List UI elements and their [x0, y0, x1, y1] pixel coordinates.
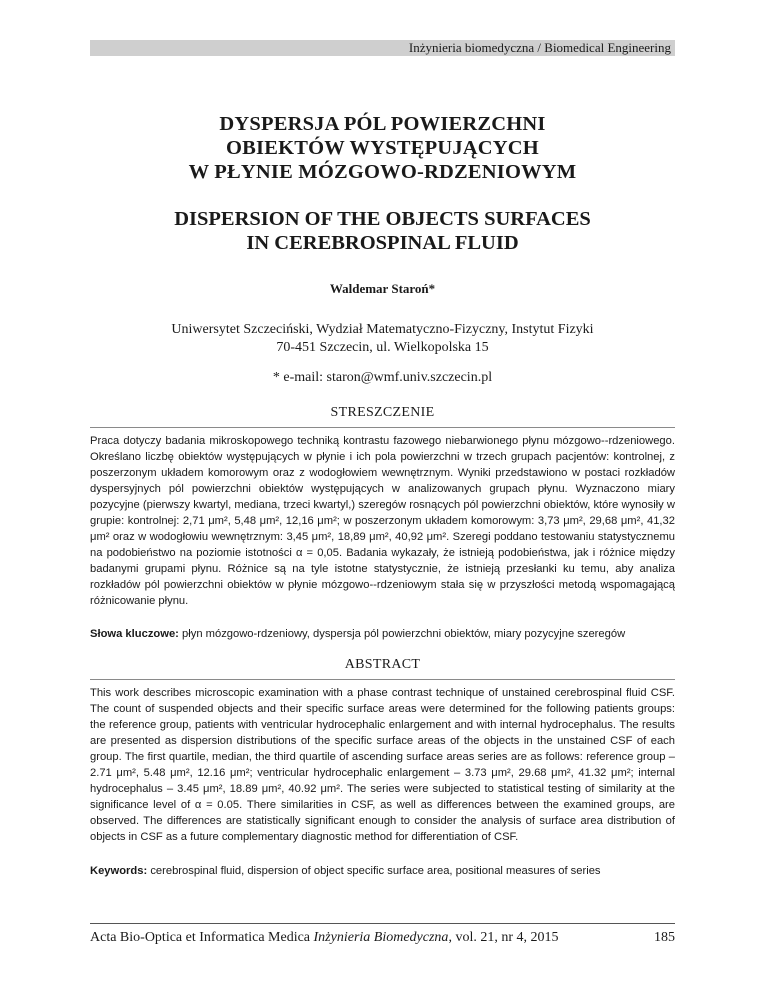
title-english-line-1: DISPERSION OF THE OBJECTS SURFACES	[174, 208, 591, 230]
journal-name-italic: Inżynieria Biomedyczna	[313, 930, 449, 945]
streszczenie-text: Praca dotyczy badania mikroskopowego techniką kontrastu fazowego niebarwionego płynu mózgowo--rdzeniowego. Określano liczbę obiektów występujących w płynie i ich pola powierzchni w trzech grupach pacjentów: kontrolnej, z poszerzonym układem komorowym oraz z wodogłowiem wewnętrznym. Wyniki przedstawiono w postaci rozkładów dyspersyjnych pól powierzchni obiektów występujących w analizowanych grupach płynu. Wyznaczono miary pozycyjne (pierwszy kwartyl, mediana, trzeci kwartyl,) szeregów rosnących pól powierzchni obiektów, które wynosiły w grupie: kontrolnej: 2,71 μm², 5,48 μm², 12,16 μm²; w poszerzonym układem komorowym: 3,73 μm², 29,68 μm², 41,32 μm² oraz w wodogłowiu wewnętrznym: 3,45 μm², 18,89 μm², 40,92 μm². Szeregi poddano testowaniu statystycznemu na podobieństwo na poziomie istotności α = 0,05. Badania wykazały, że istnieją podobieństwa, jak i różnice między badanymi grupami płynu. Różnice są na tyle istotne statystycznie, że istnieją przesłanki ku temu, aby analiza rozkładów pól powierzchni obiektów w płynie mózgowo--rdzeniowym stała się w przyszłości metodą wspomagającą różnicowanie płynu.	[90, 435, 675, 607]
slowa-kluczowe-label: Słowa kluczowe:	[90, 628, 179, 640]
page-number: 185	[654, 930, 675, 945]
streszczenie-rule	[90, 427, 675, 428]
affiliation	[90, 321, 675, 357]
affiliation-line-2: 70-451 Szczecin, ul. Wielkopolska 15	[276, 340, 489, 355]
keywords	[90, 863, 675, 879]
slowa-kluczowe	[90, 626, 675, 642]
journal-citation	[90, 930, 559, 946]
journal-issue: , vol. 21, nr 4, 2015	[448, 930, 559, 945]
abstract-rule	[90, 679, 675, 680]
footer-rule	[90, 923, 675, 924]
abstract-heading: ABSTRACT	[344, 657, 421, 672]
journal-name: Acta Bio-Optica et Informatica Medica	[90, 930, 314, 945]
title-polish-line-3: W PŁYNIE MÓZGOWO-RDZENIOWYM	[188, 161, 577, 183]
affiliation-line-1: Uniwersytet Szczeciński, Wydział Matematyczno-Fizyczny, Instytut Fizyki	[171, 322, 594, 337]
title-polish-line-2: OBIEKTÓW WYSTĘPUJĄCYCH	[226, 137, 539, 159]
streszczenie-heading: STRESZCZENIE	[330, 405, 435, 420]
title-polish	[90, 112, 675, 184]
running-header	[90, 40, 675, 56]
abstract-text: This work describes microscopic examination with a phase contrast technique of unstained cerebrospinal fluid CSF. The count of suspended objects and their specific surface areas were determined for the following patients groups: the reference group, patients with ventricular hydrocephalic enlargement and with internal hydrocephalus. The results are presented as dispersion distributions of the specific surface areas of the objects in the unstained CSF of each group. The first quartile, median, the third quartile of ascending surface areas series are as follows: reference group – 2.71 μm², 5.48 μm², 12.16 μm²; ventricular hydrocephalic enlargement – 3.73 μm², 29.68 μm², 41.32 μm²; internal hydrocephalus – 3.45 μm², 18.89 μm², 40.92 μm². The series were subjected to statistical testing of similarity at the significance level of α = 0.05. There similarities in CSF, as well as differences between the examined groups, are observed. The differences are statistically significant enough to consider the analysis of surface area distribution of objects in CSF as a future complementary diagnostic method for differentiation of CSF.	[90, 687, 675, 843]
keywords-label: Keywords:	[90, 865, 148, 877]
author-name: Waldemar Staroń*	[329, 281, 436, 296]
title-english	[90, 207, 675, 255]
title-english-line-2: IN CEREBROSPINAL FLUID	[246, 232, 519, 254]
author-email: * e-mail: staron@wmf.univ.szczecin.pl	[272, 370, 493, 385]
title-polish-line-1: DYSPERSJA PÓL POWIERZCHNI	[219, 113, 546, 135]
slowa-kluczowe-text: płyn mózgowo-rdzeniowy, dyspersja pól powierzchni obiektów, miary pozycyjne szeregów	[182, 628, 626, 640]
keywords-text: cerebrospinal fluid, dispersion of object specific surface area, positional measures of series	[150, 865, 601, 877]
running-title: Inżynieria biomedyczna / Biomedical Engineering	[408, 40, 671, 55]
